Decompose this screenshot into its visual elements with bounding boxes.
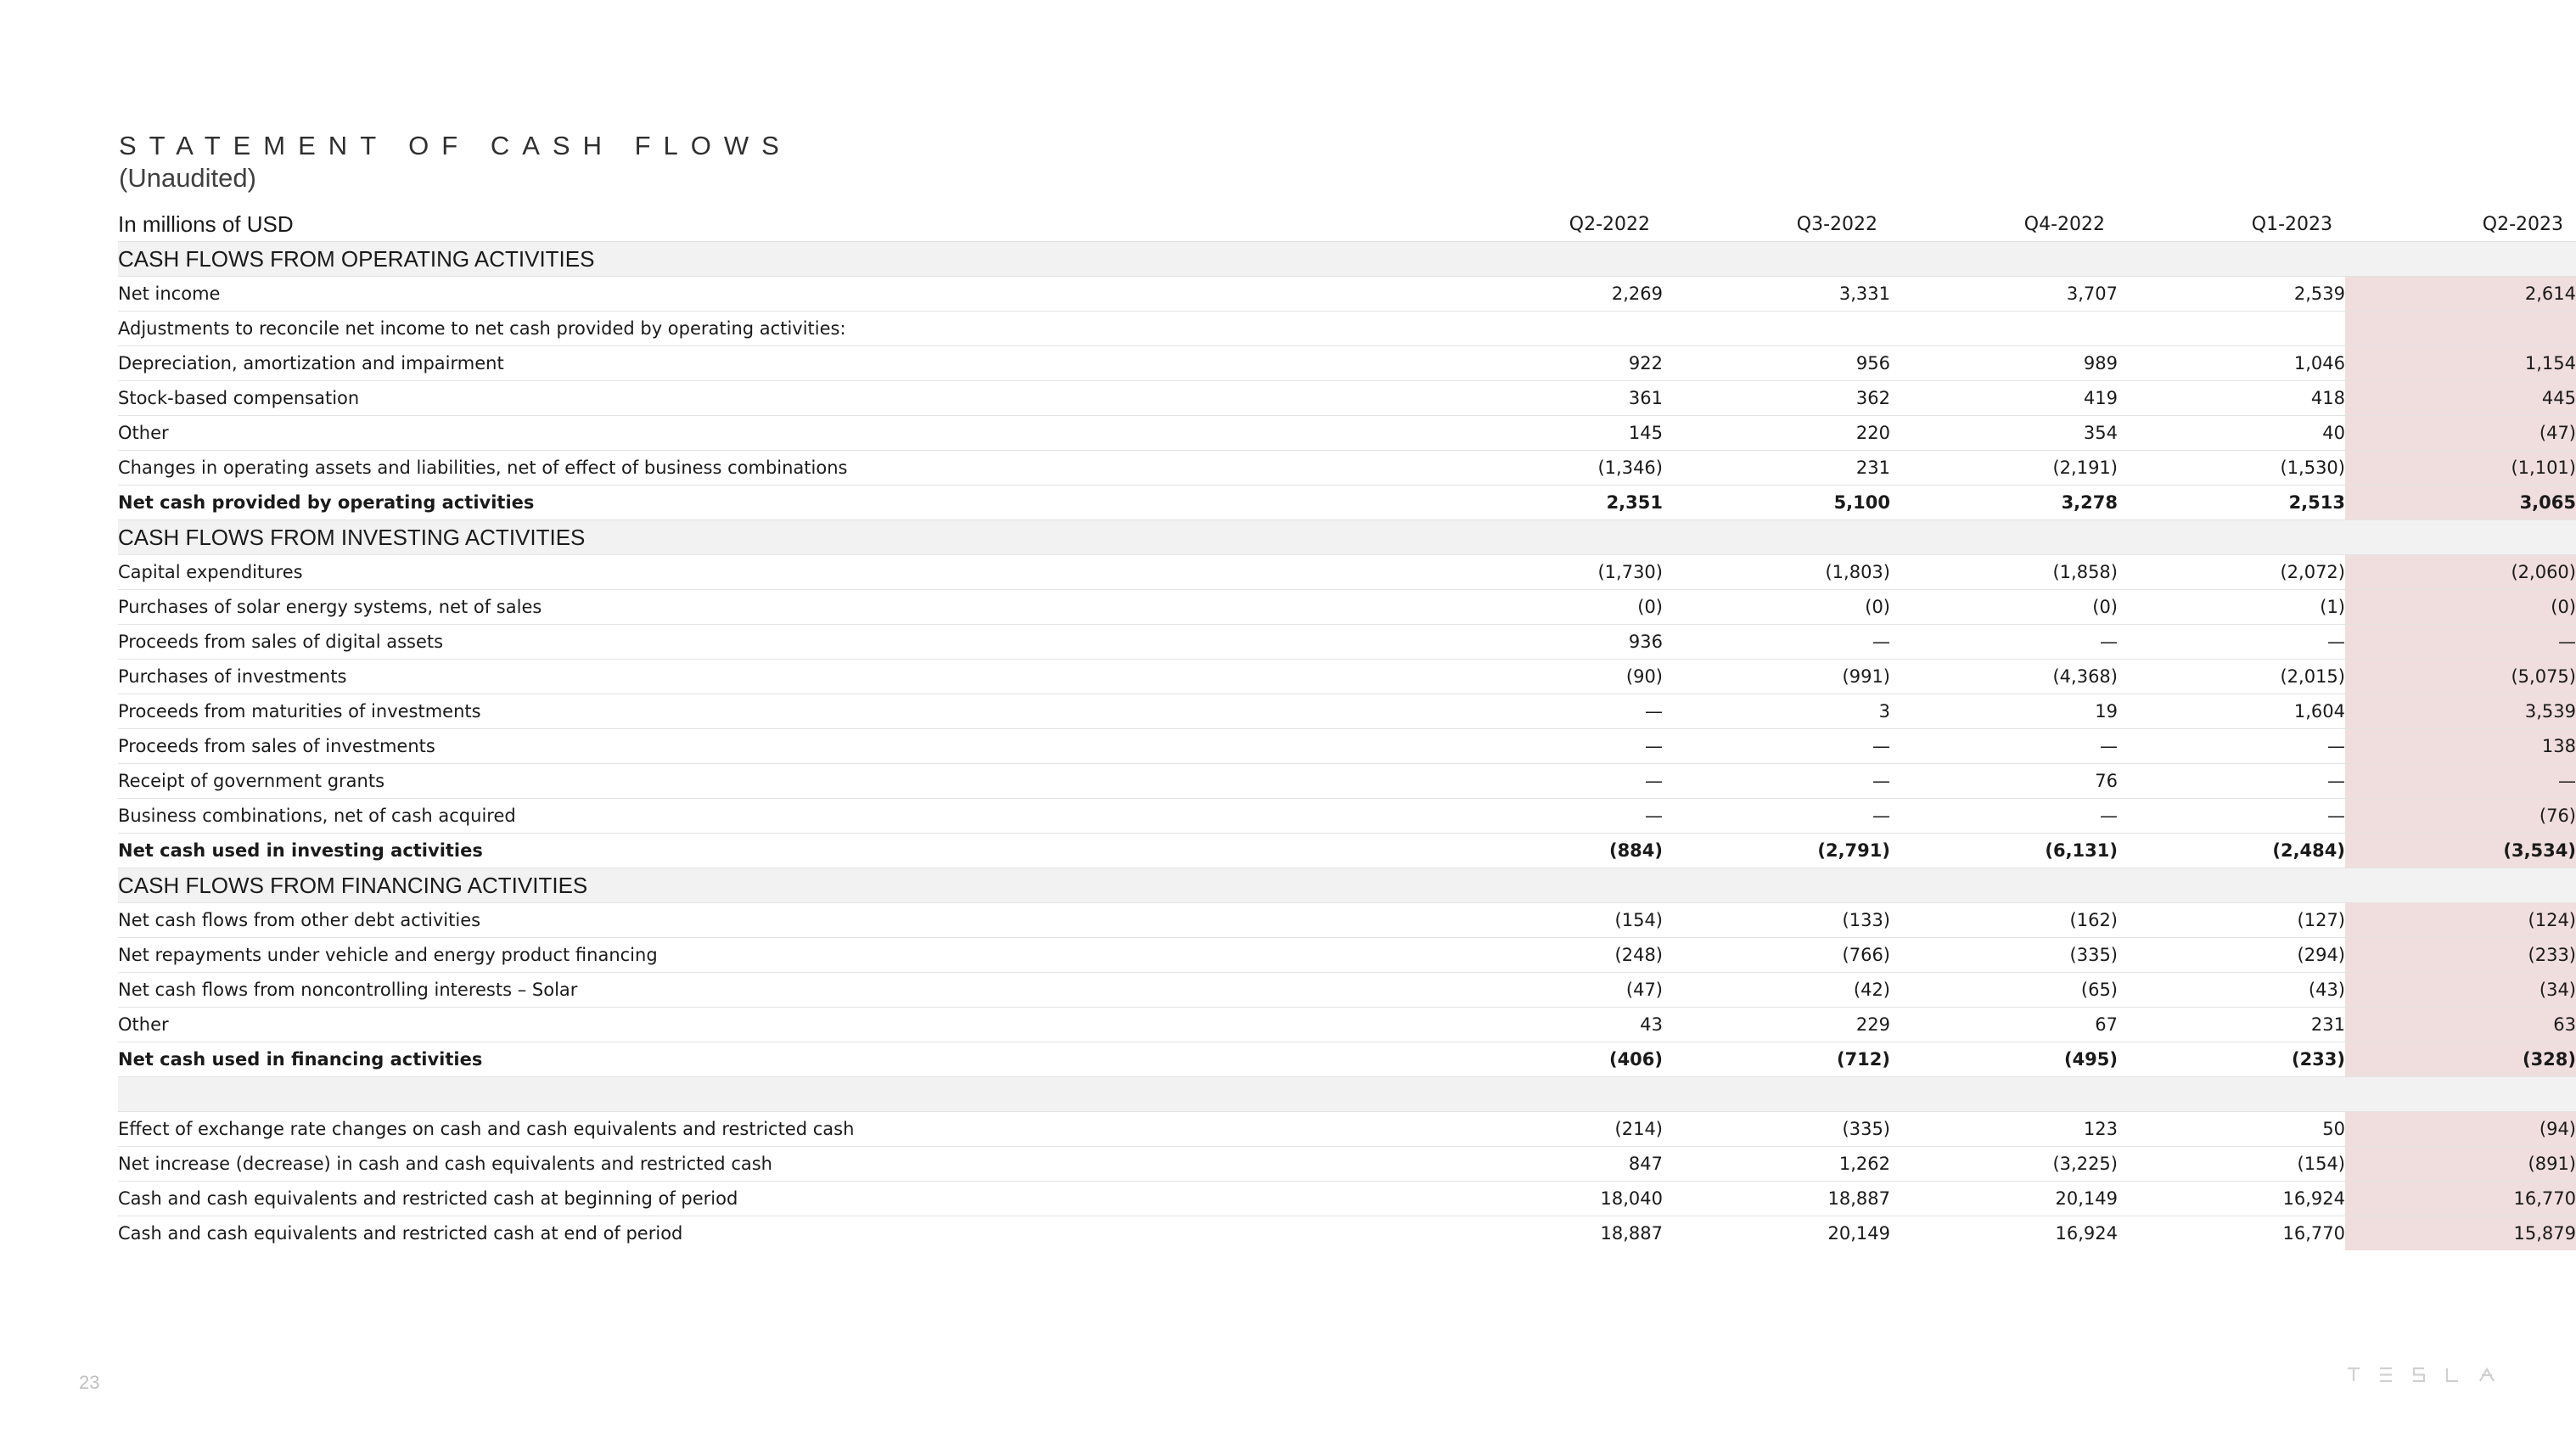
cell-q4-2022: — [1890,729,2118,764]
cell-q2-2022: — [1435,729,1663,764]
table-row [118,694,2576,729]
cell-q1-2023: 231 [2118,1008,2345,1042]
cell-q2-2022: 2,351 [1435,486,1663,520]
row-label: Net cash flows from noncontrolling interests – Solar [118,973,1435,1008]
section-header-row [118,520,2576,555]
cell-q2-2023: (94) [2345,1112,2576,1147]
cell-q4-2022: 3,707 [1890,277,2118,312]
cell-q1-2023: 1,046 [2118,346,2345,381]
cell-q2-2022: 2,269 [1435,277,1663,312]
cell-q4-2022: (3,225) [1890,1147,2118,1182]
cell-q2-2023: (0) [2345,590,2576,625]
logo-letter-e [2380,1368,2392,1381]
table-row [118,451,2576,486]
cell-q1-2023: — [2118,625,2345,660]
cell-q1-2023: 40 [2118,416,2345,451]
table-body [118,242,2576,1251]
cell-q2-2023: 3,065 [2345,486,2576,520]
cell-q4-2022: 76 [1890,764,2118,799]
row-label: Effect of exchange rate changes on cash and cash equivalents and restricted cash [118,1112,1435,1147]
cell-q3-2022: 220 [1663,416,1890,451]
cell-q3-2022: 20,149 [1663,1216,1890,1251]
table-row [118,625,2576,660]
row-label: Net cash used in investing activities [118,834,1435,868]
cell-q2-2023: 2,614 [2345,277,2576,312]
row-label: Changes in operating assets and liabilities, net of effect of business combinations [118,451,1435,486]
column-header-q1-2023: Q1-2023 [2251,213,2332,235]
cell-q4-2022: (162) [1890,903,2118,938]
table-row [118,1112,2576,1147]
row-label: Business combinations, net of cash acquired [118,799,1435,834]
cell-q2-2023: — [2345,764,2576,799]
row-label: Cash and cash equivalents and restricted cash at end of period [118,1216,1435,1251]
logo-letter-a [2480,1369,2494,1381]
cell-q1-2023 [2118,312,2345,346]
column-header-q2-2023: Q2-2023 [2482,213,2563,235]
section-header-row [118,242,2576,277]
cell-q3-2022: (1,803) [1663,555,1890,590]
cell-q3-2022: (2,791) [1663,834,1890,868]
cell-q1-2023: (2,015) [2118,660,2345,694]
cell-q4-2022: 19 [1890,694,2118,729]
cell-q2-2022 [1435,312,1663,346]
cell-q3-2022: — [1663,729,1890,764]
cell-q3-2022 [1663,312,1890,346]
cell-q3-2022: (766) [1663,938,1890,973]
cell-q4-2022: (335) [1890,938,2118,973]
cell-q2-2022: (47) [1435,973,1663,1008]
logo-letter-s [2413,1368,2424,1381]
cell-q2-2023: (76) [2345,799,2576,834]
table-row [118,381,2576,416]
cell-q4-2022 [1890,312,2118,346]
cell-q2-2022: — [1435,799,1663,834]
cell-q2-2023: (1,101) [2345,451,2576,486]
cell-q2-2022: (248) [1435,938,1663,973]
cell-q1-2023: 16,770 [2118,1216,2345,1251]
cell-q3-2022: 956 [1663,346,1890,381]
cell-q4-2022: (0) [1890,590,2118,625]
cell-q4-2022: (65) [1890,973,2118,1008]
table-row [118,764,2576,799]
cell-q3-2022: (133) [1663,903,1890,938]
cell-q3-2022: 5,100 [1663,486,1890,520]
cell-q1-2023: — [2118,764,2345,799]
cell-q2-2023: (3,534) [2345,834,2576,868]
cell-q4-2022: (1,858) [1890,555,2118,590]
column-header-q3-2022: Q3-2022 [1796,213,1877,235]
cell-q3-2022: (991) [1663,660,1890,694]
cell-q4-2022: 123 [1890,1112,2118,1147]
cell-q4-2022: 354 [1890,416,2118,451]
logo-letter-l [2447,1368,2458,1381]
cell-q2-2022: (214) [1435,1112,1663,1147]
cell-q2-2023: 16,770 [2345,1182,2576,1216]
cell-q2-2023: — [2345,625,2576,660]
row-label: Net increase (decrease) in cash and cash equivalents and restricted cash [118,1147,1435,1182]
row-label: Capital expenditures [118,555,1435,590]
cell-q2-2022: 361 [1435,381,1663,416]
table-row [118,938,2576,973]
row-label: Stock-based compensation [118,381,1435,416]
cell-q1-2023: (2,484) [2118,834,2345,868]
total-row [118,1042,2576,1077]
cell-q2-2022: 936 [1435,625,1663,660]
cell-q2-2023: (5,075) [2345,660,2576,694]
cell-q1-2023: — [2118,729,2345,764]
spacer-row [118,1077,2576,1112]
cell-q3-2022: — [1663,625,1890,660]
cell-q1-2023: 50 [2118,1112,2345,1147]
cell-q1-2023: (233) [2118,1042,2345,1077]
cell-q2-2022: (90) [1435,660,1663,694]
table-row [118,416,2576,451]
total-row [118,834,2576,868]
page-title: STATEMENT OF CASH FLOWS [119,131,792,160]
cell-q1-2023: 16,924 [2118,1182,2345,1216]
row-label: Net repayments under vehicle and energy product financing [118,938,1435,973]
cell-q4-2022: (495) [1890,1042,2118,1077]
cell-q1-2023: — [2118,799,2345,834]
section-heading: CASH FLOWS FROM FINANCING ACTIVITIES [118,868,2576,903]
table-row [118,973,2576,1008]
table-row [118,903,2576,938]
cell-q3-2022: 362 [1663,381,1890,416]
cell-q2-2022: 18,887 [1435,1216,1663,1251]
cell-q2-2022: 18,040 [1435,1182,1663,1216]
table-row [118,1182,2576,1216]
row-label: Depreciation, amortization and impairment [118,346,1435,381]
cell-q2-2022: (1,346) [1435,451,1663,486]
cell-q4-2022: 989 [1890,346,2118,381]
page-subtitle: (Unaudited) [119,163,256,193]
cell-q2-2023: 63 [2345,1008,2576,1042]
cell-q3-2022: — [1663,764,1890,799]
cell-q4-2022: — [1890,625,2118,660]
row-label: Other [118,416,1435,451]
cell-q2-2022: — [1435,764,1663,799]
cell-q4-2022: 419 [1890,381,2118,416]
row-label: Proceeds from sales of investments [118,729,1435,764]
cell-q2-2023: (328) [2345,1042,2576,1077]
table-row [118,1216,2576,1251]
column-header-q4-2022: Q4-2022 [2023,213,2105,235]
cell-q4-2022: (6,131) [1890,834,2118,868]
table-row [118,277,2576,312]
column-header-q2-2022: Q2-2022 [1569,213,1650,235]
cell-q2-2022: (154) [1435,903,1663,938]
cell-q4-2022: (4,368) [1890,660,2118,694]
section-heading: CASH FLOWS FROM OPERATING ACTIVITIES [118,242,2576,277]
cell-q2-2023: (34) [2345,973,2576,1008]
table-row [118,1147,2576,1182]
table-row [118,729,2576,764]
cell-q3-2022: 3 [1663,694,1890,729]
cell-q1-2023: 2,539 [2118,277,2345,312]
cell-q1-2023: (1,530) [2118,451,2345,486]
row-label: Receipt of government grants [118,764,1435,799]
cell-q2-2023: 1,154 [2345,346,2576,381]
cell-q1-2023: 418 [2118,381,2345,416]
cell-q3-2022: (712) [1663,1042,1890,1077]
row-label: Net income [118,277,1435,312]
cell-q2-2022: — [1435,694,1663,729]
cell-q1-2023: (127) [2118,903,2345,938]
cell-q3-2022: 1,262 [1663,1147,1890,1182]
cell-q2-2023: 445 [2345,381,2576,416]
section-heading: CASH FLOWS FROM INVESTING ACTIVITIES [118,520,2576,555]
cell-q4-2022: 20,149 [1890,1182,2118,1216]
table-row [118,590,2576,625]
cell-q1-2023: (43) [2118,973,2345,1008]
cell-q2-2023: 138 [2345,729,2576,764]
row-label: Adjustments to reconcile net income to net cash provided by operating activities: [118,312,1435,346]
logo-letter-t [2348,1368,2360,1381]
cell-q4-2022: 16,924 [1890,1216,2118,1251]
cell-q2-2022: 43 [1435,1008,1663,1042]
cell-q2-2023: (233) [2345,938,2576,973]
cell-q4-2022: 3,278 [1890,486,2118,520]
row-label: Proceeds from sales of digital assets [118,625,1435,660]
cell-q4-2022: (2,191) [1890,451,2118,486]
row-label: Purchases of investments [118,660,1435,694]
cell-q2-2023: (124) [2345,903,2576,938]
row-label: Net cash provided by operating activities [118,486,1435,520]
cell-q2-2023 [2345,312,2576,346]
table-row [118,660,2576,694]
cash-flow-table [118,207,2576,1250]
cell-q1-2023: (154) [2118,1147,2345,1182]
cell-q2-2022: (884) [1435,834,1663,868]
cell-q4-2022: — [1890,799,2118,834]
section-header-row [118,868,2576,903]
cell-q3-2022: (335) [1663,1112,1890,1147]
table-row [118,312,2576,346]
cell-q2-2023: (891) [2345,1147,2576,1182]
row-label: Net cash flows from other debt activities [118,903,1435,938]
cell-q3-2022: 18,887 [1663,1182,1890,1216]
cell-q2-2023: 3,539 [2345,694,2576,729]
table-row [118,1008,2576,1042]
table-header-row [118,207,2576,242]
tesla-logo [2346,1366,2495,1383]
cell-q2-2022: 145 [1435,416,1663,451]
row-label: Cash and cash equivalents and restricted cash at beginning of period [118,1182,1435,1216]
cell-q1-2023: 1,604 [2118,694,2345,729]
cell-q1-2023: (2,072) [2118,555,2345,590]
table-row [118,346,2576,381]
cell-q3-2022: 3,331 [1663,277,1890,312]
row-label: Proceeds from maturities of investments [118,694,1435,729]
cell-q2-2022: 922 [1435,346,1663,381]
row-label: Purchases of solar energy systems, net of sales [118,590,1435,625]
cell-q2-2022: (1,730) [1435,555,1663,590]
cell-q2-2022: (0) [1435,590,1663,625]
cell-q3-2022: — [1663,799,1890,834]
page-number: 23 [79,1372,100,1393]
cell-q3-2022: 231 [1663,451,1890,486]
cell-q1-2023: (294) [2118,938,2345,973]
cell-q3-2022: (42) [1663,973,1890,1008]
row-label: Other [118,1008,1435,1042]
total-row [118,486,2576,520]
section-heading [118,1077,2576,1112]
units-label: In millions of USD [118,211,294,237]
cell-q2-2022: 847 [1435,1147,1663,1182]
cell-q4-2022: 67 [1890,1008,2118,1042]
cell-q2-2022: (406) [1435,1042,1663,1077]
table-row [118,555,2576,590]
cell-q1-2023: 2,513 [2118,486,2345,520]
cell-q1-2023: (1) [2118,590,2345,625]
cell-q3-2022: 229 [1663,1008,1890,1042]
cell-q2-2023: (2,060) [2345,555,2576,590]
row-label: Net cash used in financing activities [118,1042,1435,1077]
cell-q2-2023: 15,879 [2345,1216,2576,1251]
cell-q2-2023: (47) [2345,416,2576,451]
table-row [118,799,2576,834]
cell-q3-2022: (0) [1663,590,1890,625]
